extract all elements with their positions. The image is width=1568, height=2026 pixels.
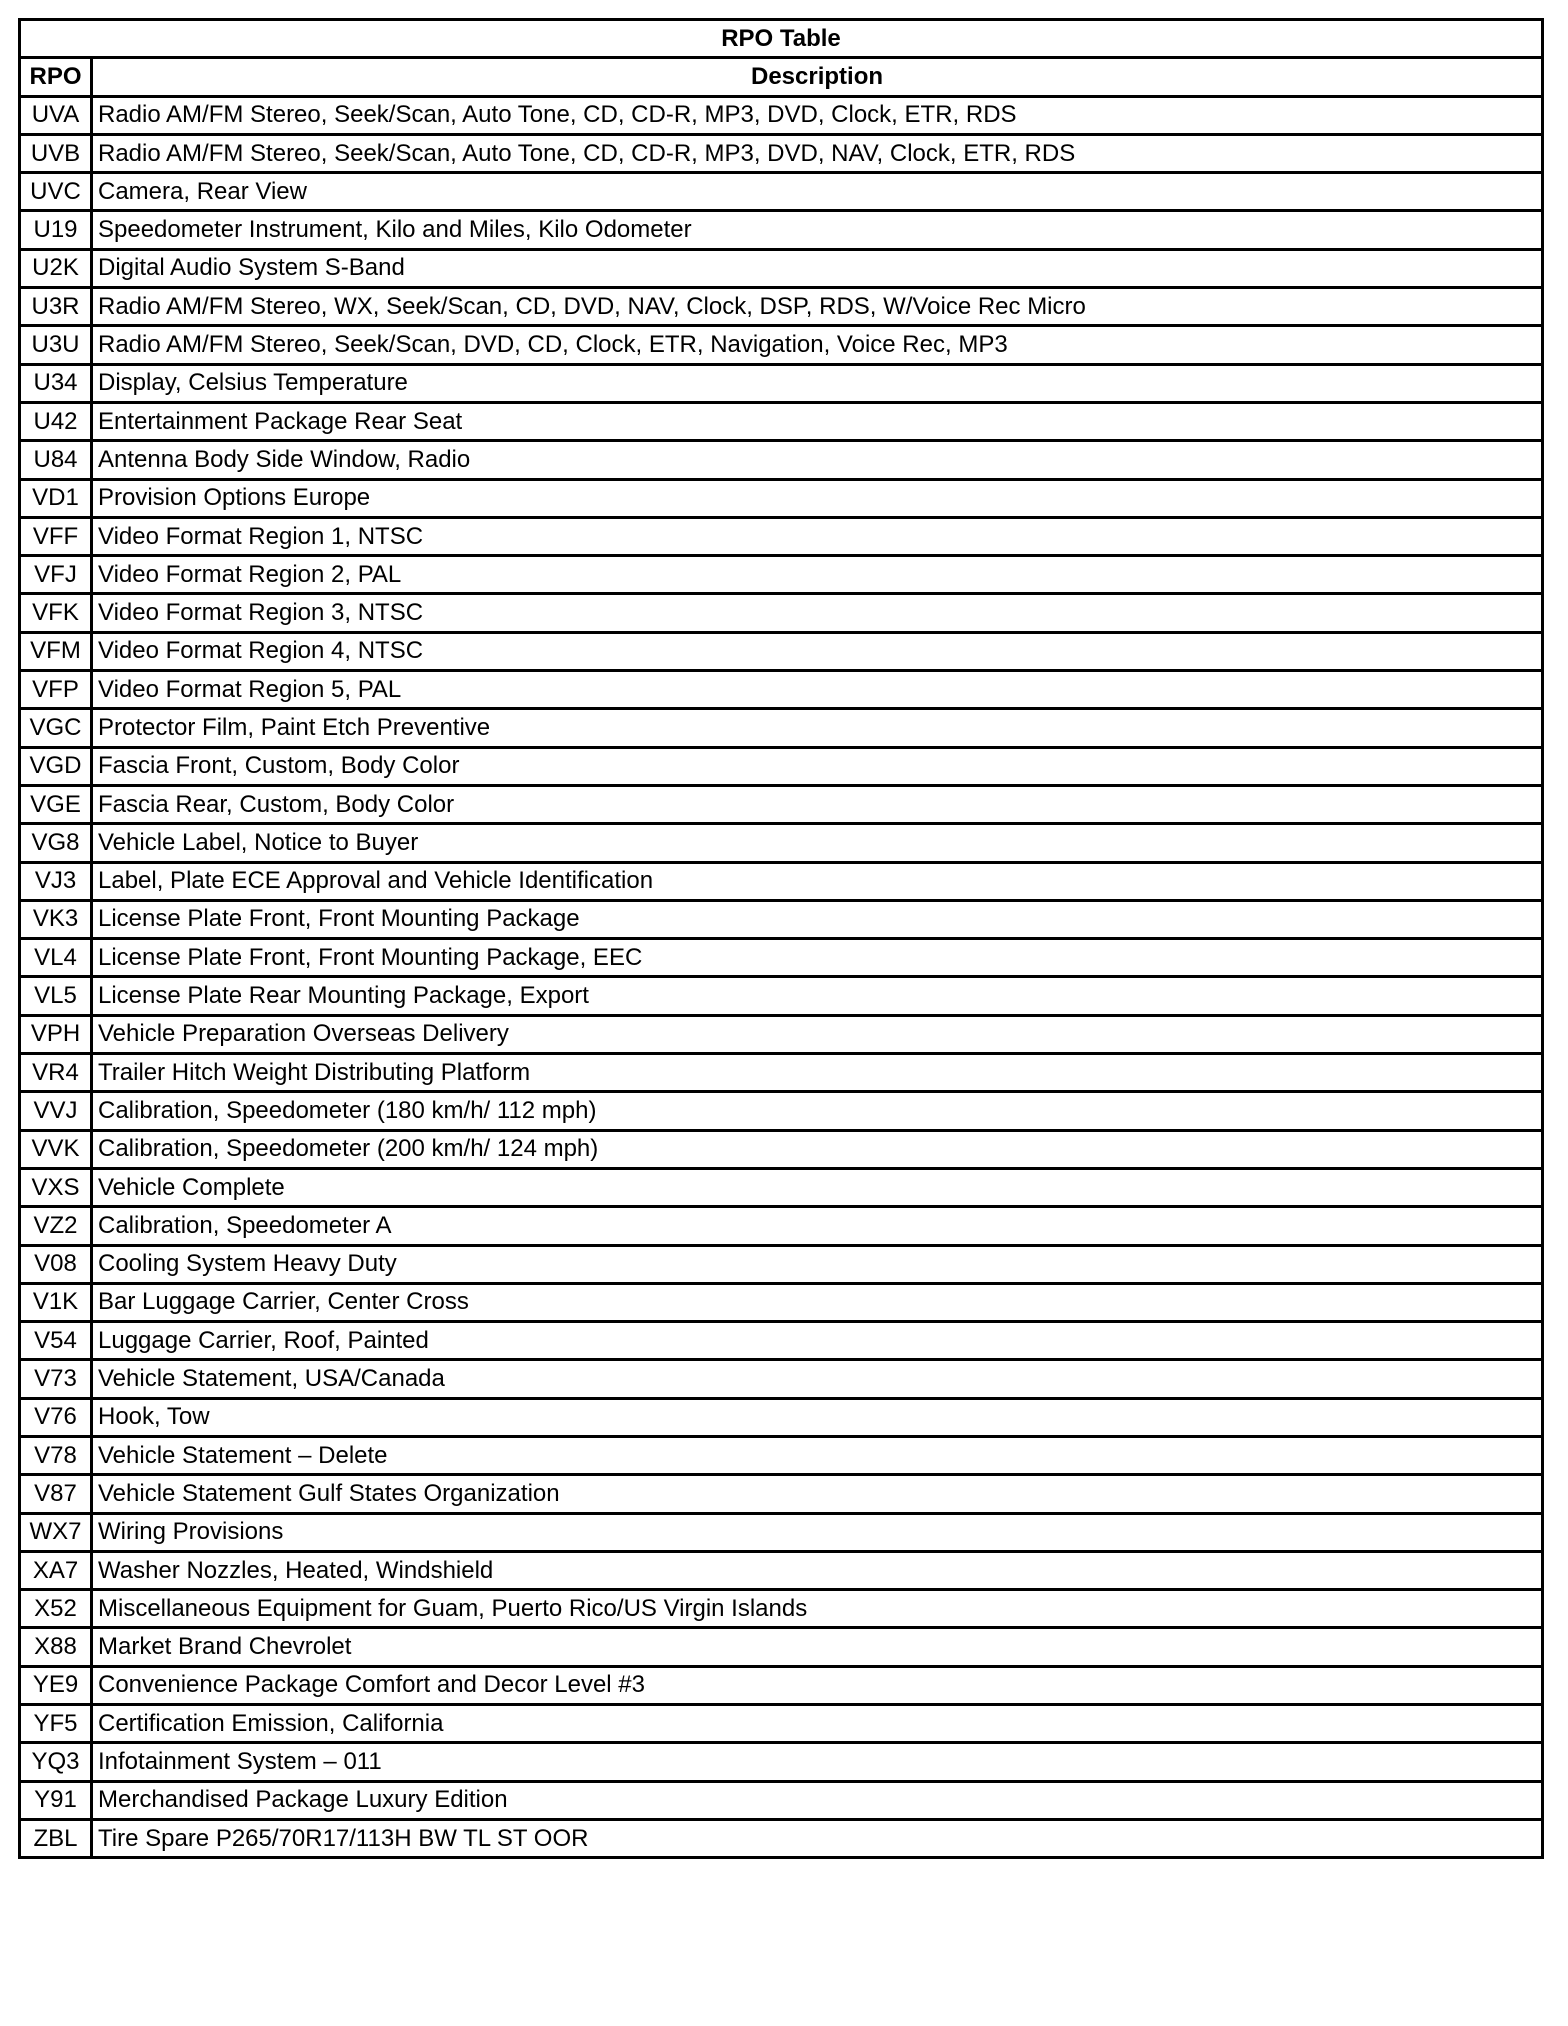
table-row (20, 671, 1543, 709)
header-description: Description (92, 58, 1543, 96)
rpo-code-cell: VR4 (20, 1054, 92, 1092)
table-row (20, 1168, 1543, 1206)
rpo-description-cell: Provision Options Europe (92, 479, 1543, 517)
rpo-code-cell: V76 (20, 1398, 92, 1436)
rpo-code-cell: VGE (20, 785, 92, 823)
rpo-description-cell: Washer Nozzles, Heated, Windshield (92, 1551, 1543, 1589)
rpo-code-cell: VZ2 (20, 1207, 92, 1245)
table-row (20, 862, 1543, 900)
table-row (20, 441, 1543, 479)
table-row (20, 747, 1543, 785)
rpo-description-cell: Wiring Provisions (92, 1513, 1543, 1551)
rpo-description-cell: Video Format Region 4, NTSC (92, 632, 1543, 670)
table-body (20, 96, 1543, 1858)
table-row (20, 1054, 1543, 1092)
title-row (20, 20, 1543, 58)
rpo-code-cell: UVB (20, 134, 92, 172)
table-row (20, 1475, 1543, 1513)
rpo-description-cell: Vehicle Statement – Delete (92, 1436, 1543, 1474)
table-row (20, 977, 1543, 1015)
rpo-code-cell: YF5 (20, 1705, 92, 1743)
table-row (20, 134, 1543, 172)
table-row (20, 939, 1543, 977)
rpo-description-cell: Vehicle Label, Notice to Buyer (92, 824, 1543, 862)
rpo-description-cell: License Plate Front, Front Mounting Package (92, 900, 1543, 938)
table-row (20, 785, 1543, 823)
rpo-description-cell: Speedometer Instrument, Kilo and Miles, Kilo Odometer (92, 211, 1543, 249)
rpo-code-cell: VD1 (20, 479, 92, 517)
rpo-code-cell: XA7 (20, 1551, 92, 1589)
table-row (20, 173, 1543, 211)
table-row (20, 1513, 1543, 1551)
rpo-code-cell: VVJ (20, 1092, 92, 1130)
rpo-code-cell: YQ3 (20, 1743, 92, 1781)
rpo-description-cell: Infotainment System – 011 (92, 1743, 1543, 1781)
rpo-code-cell: YE9 (20, 1666, 92, 1704)
rpo-code-cell: VL4 (20, 939, 92, 977)
rpo-code-cell: VPH (20, 1015, 92, 1053)
rpo-code-cell: WX7 (20, 1513, 92, 1551)
rpo-description-cell: Vehicle Statement, USA/Canada (92, 1360, 1543, 1398)
rpo-code-cell: UVC (20, 173, 92, 211)
rpo-description-cell: Radio AM/FM Stereo, Seek/Scan, Auto Tone, CD, CD-R, MP3, DVD, Clock, ETR, RDS (92, 96, 1543, 134)
rpo-code-cell: VFM (20, 632, 92, 670)
rpo-code-cell: VGC (20, 709, 92, 747)
rpo-code-cell: V54 (20, 1322, 92, 1360)
rpo-description-cell: Display, Celsius Temperature (92, 364, 1543, 402)
rpo-description-cell: Cooling System Heavy Duty (92, 1245, 1543, 1283)
rpo-code-cell: U2K (20, 249, 92, 287)
rpo-description-cell: License Plate Front, Front Mounting Package, EEC (92, 939, 1543, 977)
rpo-description-cell: Video Format Region 5, PAL (92, 671, 1543, 709)
header-row (20, 58, 1543, 96)
rpo-code-cell: UVA (20, 96, 92, 134)
rpo-code-cell: VXS (20, 1168, 92, 1206)
rpo-description-cell: Video Format Region 3, NTSC (92, 594, 1543, 632)
rpo-description-cell: Digital Audio System S-Band (92, 249, 1543, 287)
rpo-code-cell: ZBL (20, 1819, 92, 1857)
rpo-description-cell: Vehicle Complete (92, 1168, 1543, 1206)
rpo-code-cell: VJ3 (20, 862, 92, 900)
table-row (20, 288, 1543, 326)
table-row (20, 1666, 1543, 1704)
table-row (20, 326, 1543, 364)
table-row (20, 1322, 1543, 1360)
table-row (20, 1245, 1543, 1283)
rpo-description-cell: Fascia Rear, Custom, Body Color (92, 785, 1543, 823)
table-row (20, 517, 1543, 555)
table-row (20, 1819, 1543, 1857)
rpo-description-cell: Luggage Carrier, Roof, Painted (92, 1322, 1543, 1360)
rpo-code-cell: X52 (20, 1590, 92, 1628)
rpo-description-cell: Miscellaneous Equipment for Guam, Puerto Rico/US Virgin Islands (92, 1590, 1543, 1628)
rpo-code-cell: U34 (20, 364, 92, 402)
table-row (20, 1398, 1543, 1436)
table-row (20, 1015, 1543, 1053)
table-row (20, 1628, 1543, 1666)
table-row (20, 824, 1543, 862)
table-row (20, 1130, 1543, 1168)
table-row (20, 96, 1543, 134)
rpo-description-cell: Video Format Region 2, PAL (92, 556, 1543, 594)
table-title: RPO Table (20, 20, 1543, 58)
table-row (20, 1436, 1543, 1474)
rpo-description-cell: License Plate Rear Mounting Package, Export (92, 977, 1543, 1015)
rpo-code-cell: V87 (20, 1475, 92, 1513)
table-row (20, 1283, 1543, 1321)
table-row (20, 594, 1543, 632)
rpo-code-cell: Y91 (20, 1781, 92, 1819)
rpo-description-cell: Merchandised Package Luxury Edition (92, 1781, 1543, 1819)
table-row (20, 1590, 1543, 1628)
rpo-code-cell: U84 (20, 441, 92, 479)
rpo-code-cell: VL5 (20, 977, 92, 1015)
table-row (20, 900, 1543, 938)
rpo-description-cell: Convenience Package Comfort and Decor Level #3 (92, 1666, 1543, 1704)
table-row (20, 1092, 1543, 1130)
rpo-code-cell: VK3 (20, 900, 92, 938)
rpo-code-cell: VG8 (20, 824, 92, 862)
table-row (20, 402, 1543, 440)
rpo-code-cell: VVK (20, 1130, 92, 1168)
table-head (20, 20, 1543, 97)
rpo-description-cell: Vehicle Preparation Overseas Delivery (92, 1015, 1543, 1053)
rpo-description-cell: Market Brand Chevrolet (92, 1628, 1543, 1666)
rpo-description-cell: Tire Spare P265/70R17/113H BW TL ST OOR (92, 1819, 1543, 1857)
table-row (20, 1743, 1543, 1781)
table-row (20, 479, 1543, 517)
rpo-code-cell: V78 (20, 1436, 92, 1474)
rpo-description-cell: Certification Emission, California (92, 1705, 1543, 1743)
rpo-code-cell: U3R (20, 288, 92, 326)
rpo-code-cell: VFK (20, 594, 92, 632)
table-row (20, 364, 1543, 402)
rpo-description-cell: Bar Luggage Carrier, Center Cross (92, 1283, 1543, 1321)
rpo-description-cell: Protector Film, Paint Etch Preventive (92, 709, 1543, 747)
rpo-description-cell: Fascia Front, Custom, Body Color (92, 747, 1543, 785)
table-row (20, 1207, 1543, 1245)
rpo-description-cell: Trailer Hitch Weight Distributing Platform (92, 1054, 1543, 1092)
rpo-code-cell: V1K (20, 1283, 92, 1321)
rpo-code-cell: VFP (20, 671, 92, 709)
rpo-code-cell: U19 (20, 211, 92, 249)
rpo-code-cell: U42 (20, 402, 92, 440)
rpo-description-cell: Antenna Body Side Window, Radio (92, 441, 1543, 479)
rpo-code-cell: VGD (20, 747, 92, 785)
rpo-description-cell: Calibration, Speedometer A (92, 1207, 1543, 1245)
table-row (20, 632, 1543, 670)
table-row (20, 249, 1543, 287)
rpo-description-cell: Camera, Rear View (92, 173, 1543, 211)
rpo-description-cell: Calibration, Speedometer (180 km/h/ 112 mph) (92, 1092, 1543, 1130)
rpo-description-cell: Radio AM/FM Stereo, WX, Seek/Scan, CD, DVD, NAV, Clock, DSP, RDS, W/Voice Rec Micro (92, 288, 1543, 326)
table-row (20, 1551, 1543, 1589)
rpo-description-cell: Radio AM/FM Stereo, Seek/Scan, DVD, CD, Clock, ETR, Navigation, Voice Rec, MP3 (92, 326, 1543, 364)
header-rpo: RPO (20, 58, 92, 96)
rpo-description-cell: Calibration, Speedometer (200 km/h/ 124 mph) (92, 1130, 1543, 1168)
rpo-description-cell: Video Format Region 1, NTSC (92, 517, 1543, 555)
rpo-description-cell: Entertainment Package Rear Seat (92, 402, 1543, 440)
table-row (20, 1705, 1543, 1743)
rpo-code-cell: V73 (20, 1360, 92, 1398)
rpo-description-cell: Hook, Tow (92, 1398, 1543, 1436)
rpo-code-cell: VFF (20, 517, 92, 555)
rpo-description-cell: Vehicle Statement Gulf States Organization (92, 1475, 1543, 1513)
rpo-code-cell: V08 (20, 1245, 92, 1283)
table-row (20, 556, 1543, 594)
table-row (20, 211, 1543, 249)
rpo-code-cell: U3U (20, 326, 92, 364)
table-row (20, 1781, 1543, 1819)
table-row (20, 1360, 1543, 1398)
rpo-description-cell: Radio AM/FM Stereo, Seek/Scan, Auto Tone, CD, CD-R, MP3, DVD, NAV, Clock, ETR, RDS (92, 134, 1543, 172)
rpo-description-cell: Label, Plate ECE Approval and Vehicle Identification (92, 862, 1543, 900)
table-row (20, 709, 1543, 747)
rpo-table (18, 18, 1544, 1859)
rpo-code-cell: VFJ (20, 556, 92, 594)
rpo-code-cell: X88 (20, 1628, 92, 1666)
